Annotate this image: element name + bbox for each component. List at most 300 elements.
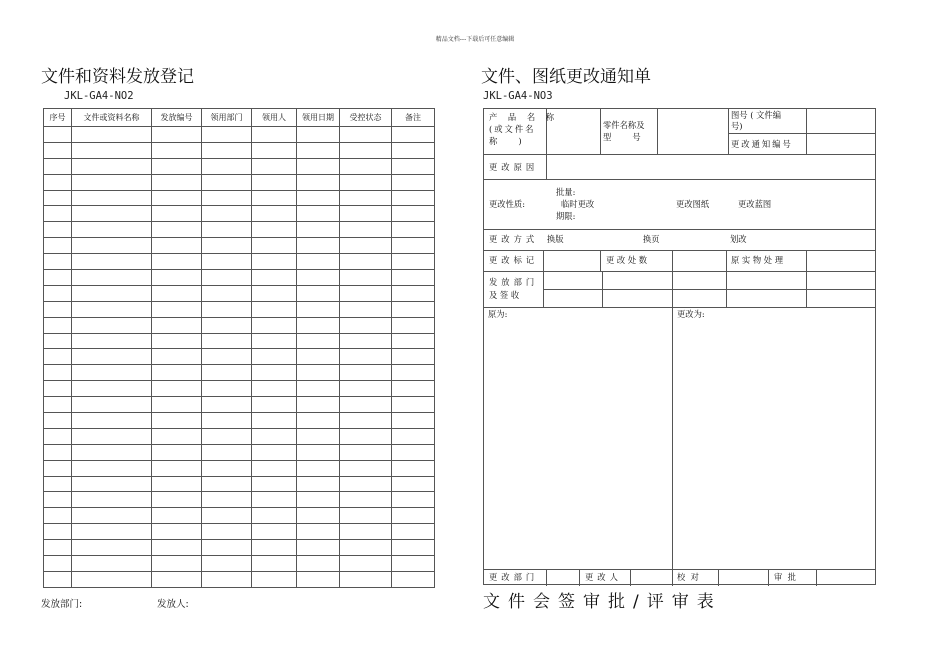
table-cell	[202, 492, 252, 508]
table-cell	[44, 381, 72, 397]
table-cell	[340, 270, 392, 286]
table-cell	[44, 508, 72, 524]
table-cell	[152, 317, 202, 333]
table-cell	[152, 254, 202, 270]
table-cell	[72, 190, 152, 206]
register-code: JKL-GA4-NO2	[64, 90, 134, 102]
table-cell	[44, 540, 72, 556]
table-cell	[72, 301, 152, 317]
table-cell	[72, 127, 152, 143]
table-row	[44, 397, 435, 413]
table-row	[44, 238, 435, 254]
change-reason-label: 更改原因	[489, 162, 539, 172]
table-cell	[72, 540, 152, 556]
table-cell	[392, 174, 435, 190]
issue-dept-label: 发放部门	[489, 277, 539, 287]
table-cell	[252, 270, 297, 286]
table-row	[44, 142, 435, 158]
table-cell	[152, 174, 202, 190]
table-cell	[72, 381, 152, 397]
table-cell	[392, 301, 435, 317]
table-cell	[340, 476, 392, 492]
table-row	[44, 381, 435, 397]
product-name-label-2: (或文件名	[489, 124, 536, 134]
table-cell	[297, 428, 340, 444]
table-cell	[72, 397, 152, 413]
table-cell	[252, 460, 297, 476]
table-cell	[72, 174, 152, 190]
table-cell	[297, 238, 340, 254]
change-method-label: 更改方式	[489, 234, 539, 244]
table-cell	[392, 285, 435, 301]
table-cell	[72, 365, 152, 381]
col-header-receiver: 领用人	[252, 109, 297, 127]
table-cell	[252, 571, 297, 587]
table-cell	[152, 492, 202, 508]
sign-dept-label: 更改部门	[489, 572, 539, 582]
table-cell	[340, 397, 392, 413]
table-cell	[297, 174, 340, 190]
table-cell	[202, 142, 252, 158]
table-cell	[252, 365, 297, 381]
table-cell	[297, 381, 340, 397]
table-row	[44, 254, 435, 270]
table-cell	[340, 317, 392, 333]
table-cell	[72, 571, 152, 587]
replace-page-label: 换页	[643, 234, 660, 244]
table-cell	[392, 571, 435, 587]
change-notice-form	[483, 108, 876, 585]
table-row	[44, 127, 435, 143]
table-cell	[297, 444, 340, 460]
line-change-label: 划改	[730, 234, 747, 244]
table-cell	[72, 476, 152, 492]
table-cell	[297, 492, 340, 508]
table-cell	[252, 524, 297, 540]
table-cell	[297, 158, 340, 174]
table-cell	[152, 413, 202, 429]
table-cell	[340, 381, 392, 397]
table-cell	[202, 333, 252, 349]
table-cell	[252, 381, 297, 397]
table-cell	[252, 428, 297, 444]
table-cell	[202, 397, 252, 413]
table-cell	[340, 540, 392, 556]
table-row	[44, 428, 435, 444]
table-cell	[340, 556, 392, 572]
table-cell	[202, 508, 252, 524]
table-row	[44, 270, 435, 286]
table-cell	[340, 158, 392, 174]
table-cell	[72, 556, 152, 572]
table-cell	[72, 238, 152, 254]
table-cell	[297, 365, 340, 381]
table-cell	[152, 190, 202, 206]
table-cell	[152, 381, 202, 397]
issue-dept-label-2: 及 签 收	[489, 290, 520, 300]
table-cell	[72, 349, 152, 365]
table-cell	[202, 349, 252, 365]
table-cell	[252, 397, 297, 413]
table-cell	[297, 397, 340, 413]
change-drawing-label: 更改图纸	[676, 199, 710, 209]
col-header-status: 受控状态	[340, 109, 392, 127]
register-header-row	[44, 109, 435, 127]
table-cell	[340, 301, 392, 317]
drawing-no-label-2: 号)	[731, 121, 743, 131]
table-cell	[392, 190, 435, 206]
table-cell	[297, 556, 340, 572]
table-cell	[44, 317, 72, 333]
table-cell	[152, 428, 202, 444]
table-cell	[297, 127, 340, 143]
table-cell	[252, 492, 297, 508]
table-cell	[340, 444, 392, 460]
table-cell	[202, 301, 252, 317]
table-cell	[297, 460, 340, 476]
change-notice-no-label: 更改通知编号	[731, 139, 793, 149]
table-cell	[252, 508, 297, 524]
col-header-dept: 领用部门	[202, 109, 252, 127]
table-cell	[44, 413, 72, 429]
col-header-doc-name: 文件或资料名称	[72, 109, 152, 127]
table-cell	[392, 508, 435, 524]
table-cell	[252, 127, 297, 143]
table-cell	[392, 365, 435, 381]
change-notice-code: JKL-GA4-NO3	[483, 90, 553, 102]
table-row	[44, 540, 435, 556]
batch-label: 批量:	[556, 187, 576, 197]
table-cell	[202, 444, 252, 460]
table-cell	[202, 524, 252, 540]
original-handling-label: 原 实 物 处 理	[731, 255, 784, 265]
table-cell	[72, 142, 152, 158]
table-cell	[202, 158, 252, 174]
table-cell	[392, 428, 435, 444]
table-cell	[152, 571, 202, 587]
sign-person-label: 更改人	[585, 572, 622, 582]
table-cell	[297, 476, 340, 492]
table-cell	[340, 206, 392, 222]
table-cell	[392, 222, 435, 238]
table-cell	[340, 492, 392, 508]
table-row	[44, 301, 435, 317]
table-cell	[392, 460, 435, 476]
table-row	[44, 556, 435, 572]
table-row	[44, 492, 435, 508]
table-cell	[297, 254, 340, 270]
table-cell	[297, 190, 340, 206]
table-cell	[72, 254, 152, 270]
table-cell	[72, 158, 152, 174]
table-cell	[44, 285, 72, 301]
table-cell	[152, 460, 202, 476]
table-row	[44, 349, 435, 365]
header-note: 精品文档---下载后可任意编辑	[435, 36, 515, 43]
table-cell	[252, 540, 297, 556]
table-cell	[340, 142, 392, 158]
table-cell	[44, 333, 72, 349]
table-cell	[202, 381, 252, 397]
table-cell	[152, 127, 202, 143]
table-row	[44, 524, 435, 540]
table-cell	[252, 142, 297, 158]
table-cell	[72, 460, 152, 476]
table-cell	[152, 238, 202, 254]
table-row	[44, 508, 435, 524]
table-row	[44, 158, 435, 174]
table-cell	[152, 349, 202, 365]
table-cell	[340, 333, 392, 349]
table-cell	[152, 333, 202, 349]
table-cell	[392, 270, 435, 286]
table-cell	[152, 540, 202, 556]
col-header-issue-no: 发放编号	[152, 109, 202, 127]
reissue-label: 换版	[547, 234, 564, 244]
table-cell	[340, 413, 392, 429]
col-header-no: 序号	[44, 109, 72, 127]
table-cell	[72, 444, 152, 460]
table-cell	[252, 333, 297, 349]
table-cell	[392, 349, 435, 365]
table-cell	[202, 540, 252, 556]
footer-issuer: 发放人:	[157, 599, 189, 610]
table-cell	[297, 285, 340, 301]
table-cell	[72, 524, 152, 540]
table-cell	[44, 127, 72, 143]
review-form-title: 文件会签审批/评审表	[483, 592, 722, 612]
table-cell	[152, 142, 202, 158]
table-cell	[44, 444, 72, 460]
table-cell	[72, 508, 152, 524]
table-cell	[202, 206, 252, 222]
table-cell	[297, 413, 340, 429]
table-cell	[202, 556, 252, 572]
temp-change-label: 临时更改	[561, 199, 595, 209]
table-cell	[202, 317, 252, 333]
table-cell	[252, 158, 297, 174]
table-cell	[297, 508, 340, 524]
table-cell	[202, 254, 252, 270]
table-cell	[392, 317, 435, 333]
table-row	[44, 460, 435, 476]
table-cell	[392, 397, 435, 413]
product-name-label: 产 品 名 称	[489, 112, 559, 122]
table-row	[44, 222, 435, 238]
register-title: 文件和资料发放登记	[41, 67, 194, 87]
table-cell	[392, 333, 435, 349]
table-cell	[152, 444, 202, 460]
table-cell	[252, 238, 297, 254]
table-cell	[297, 540, 340, 556]
table-cell	[72, 270, 152, 286]
table-cell	[252, 349, 297, 365]
table-cell	[392, 492, 435, 508]
table-cell	[340, 524, 392, 540]
table-cell	[297, 524, 340, 540]
table-cell	[152, 397, 202, 413]
change-notice-title: 文件、图纸更改通知单	[481, 67, 651, 87]
table-cell	[152, 301, 202, 317]
table-cell	[202, 127, 252, 143]
table-cell	[44, 492, 72, 508]
table-row	[44, 190, 435, 206]
register-body	[44, 127, 435, 588]
table-cell	[44, 206, 72, 222]
table-cell	[202, 571, 252, 587]
table-cell	[72, 428, 152, 444]
change-nature-label: 更改性质:	[489, 199, 525, 209]
table-cell	[252, 174, 297, 190]
table-cell	[152, 524, 202, 540]
table-cell	[152, 222, 202, 238]
table-cell	[340, 127, 392, 143]
table-cell	[392, 142, 435, 158]
table-cell	[392, 444, 435, 460]
original-label: 原为:	[488, 309, 508, 319]
register-table	[43, 108, 435, 588]
table-cell	[44, 190, 72, 206]
table-cell	[152, 508, 202, 524]
table-cell	[152, 365, 202, 381]
table-cell	[202, 190, 252, 206]
table-cell	[252, 556, 297, 572]
table-cell	[340, 460, 392, 476]
table-cell	[44, 301, 72, 317]
table-cell	[340, 238, 392, 254]
table-row	[44, 206, 435, 222]
table-cell	[202, 428, 252, 444]
table-cell	[297, 571, 340, 587]
table-cell	[202, 476, 252, 492]
table-cell	[252, 206, 297, 222]
sign-check-label: 校 对	[677, 572, 699, 582]
table-cell	[152, 270, 202, 286]
table-cell	[152, 556, 202, 572]
table-cell	[72, 317, 152, 333]
change-mark-label: 更改标记	[489, 255, 539, 265]
table-cell	[392, 540, 435, 556]
table-cell	[44, 428, 72, 444]
table-cell	[340, 508, 392, 524]
table-cell	[392, 524, 435, 540]
table-cell	[202, 460, 252, 476]
table-cell	[297, 206, 340, 222]
table-cell	[202, 285, 252, 301]
table-cell	[297, 349, 340, 365]
table-cell	[297, 333, 340, 349]
table-cell	[44, 238, 72, 254]
table-cell	[392, 158, 435, 174]
table-cell	[72, 333, 152, 349]
table-cell	[392, 476, 435, 492]
table-cell	[340, 428, 392, 444]
table-cell	[202, 238, 252, 254]
table-cell	[44, 397, 72, 413]
table-cell	[44, 142, 72, 158]
footer-issue-dept: 发放部门:	[41, 599, 83, 610]
table-cell	[252, 476, 297, 492]
table-cell	[152, 285, 202, 301]
table-cell	[340, 365, 392, 381]
table-cell	[44, 460, 72, 476]
table-cell	[152, 158, 202, 174]
drawing-no-label: 图号 ( 文件编	[731, 110, 781, 120]
table-cell	[392, 206, 435, 222]
table-row	[44, 333, 435, 349]
table-cell	[72, 492, 152, 508]
table-cell	[202, 174, 252, 190]
table-cell	[340, 222, 392, 238]
table-cell	[297, 301, 340, 317]
part-name-label-2: 型 号	[603, 132, 641, 142]
table-row	[44, 365, 435, 381]
period-label: 期限:	[556, 211, 576, 221]
table-cell	[202, 270, 252, 286]
table-cell	[392, 381, 435, 397]
table-cell	[44, 158, 72, 174]
table-cell	[297, 270, 340, 286]
sign-approve-label: 审 批	[774, 572, 796, 582]
table-cell	[392, 413, 435, 429]
table-cell	[252, 222, 297, 238]
part-name-label: 零件名称及	[603, 120, 645, 130]
col-header-remarks: 备注	[392, 109, 435, 127]
table-cell	[252, 301, 297, 317]
col-header-date: 领用日期	[297, 109, 340, 127]
table-cell	[44, 174, 72, 190]
table-cell	[44, 349, 72, 365]
table-cell	[252, 413, 297, 429]
table-cell	[72, 206, 152, 222]
table-cell	[297, 222, 340, 238]
table-cell	[392, 254, 435, 270]
table-cell	[297, 142, 340, 158]
table-cell	[252, 285, 297, 301]
table-cell	[44, 556, 72, 572]
table-row	[44, 413, 435, 429]
table-cell	[340, 174, 392, 190]
table-cell	[252, 317, 297, 333]
table-row	[44, 444, 435, 460]
table-cell	[392, 238, 435, 254]
change-location-label: 更 改 处 数	[606, 255, 648, 265]
table-cell	[392, 127, 435, 143]
table-row	[44, 571, 435, 587]
table-cell	[152, 206, 202, 222]
table-cell	[72, 285, 152, 301]
product-name-label-3: 称 )	[489, 136, 522, 146]
table-cell	[252, 444, 297, 460]
table-cell	[202, 222, 252, 238]
table-cell	[297, 317, 340, 333]
table-cell	[44, 476, 72, 492]
table-cell	[252, 254, 297, 270]
table-cell	[340, 349, 392, 365]
table-row	[44, 476, 435, 492]
table-cell	[72, 413, 152, 429]
table-cell	[202, 365, 252, 381]
table-cell	[152, 476, 202, 492]
table-cell	[340, 254, 392, 270]
table-cell	[44, 524, 72, 540]
table-row	[44, 285, 435, 301]
table-cell	[202, 413, 252, 429]
table-cell	[340, 190, 392, 206]
change-blueprint-label: 更改蓝图	[738, 199, 772, 209]
table-cell	[340, 285, 392, 301]
changed-to-label: 更改为:	[677, 309, 705, 319]
